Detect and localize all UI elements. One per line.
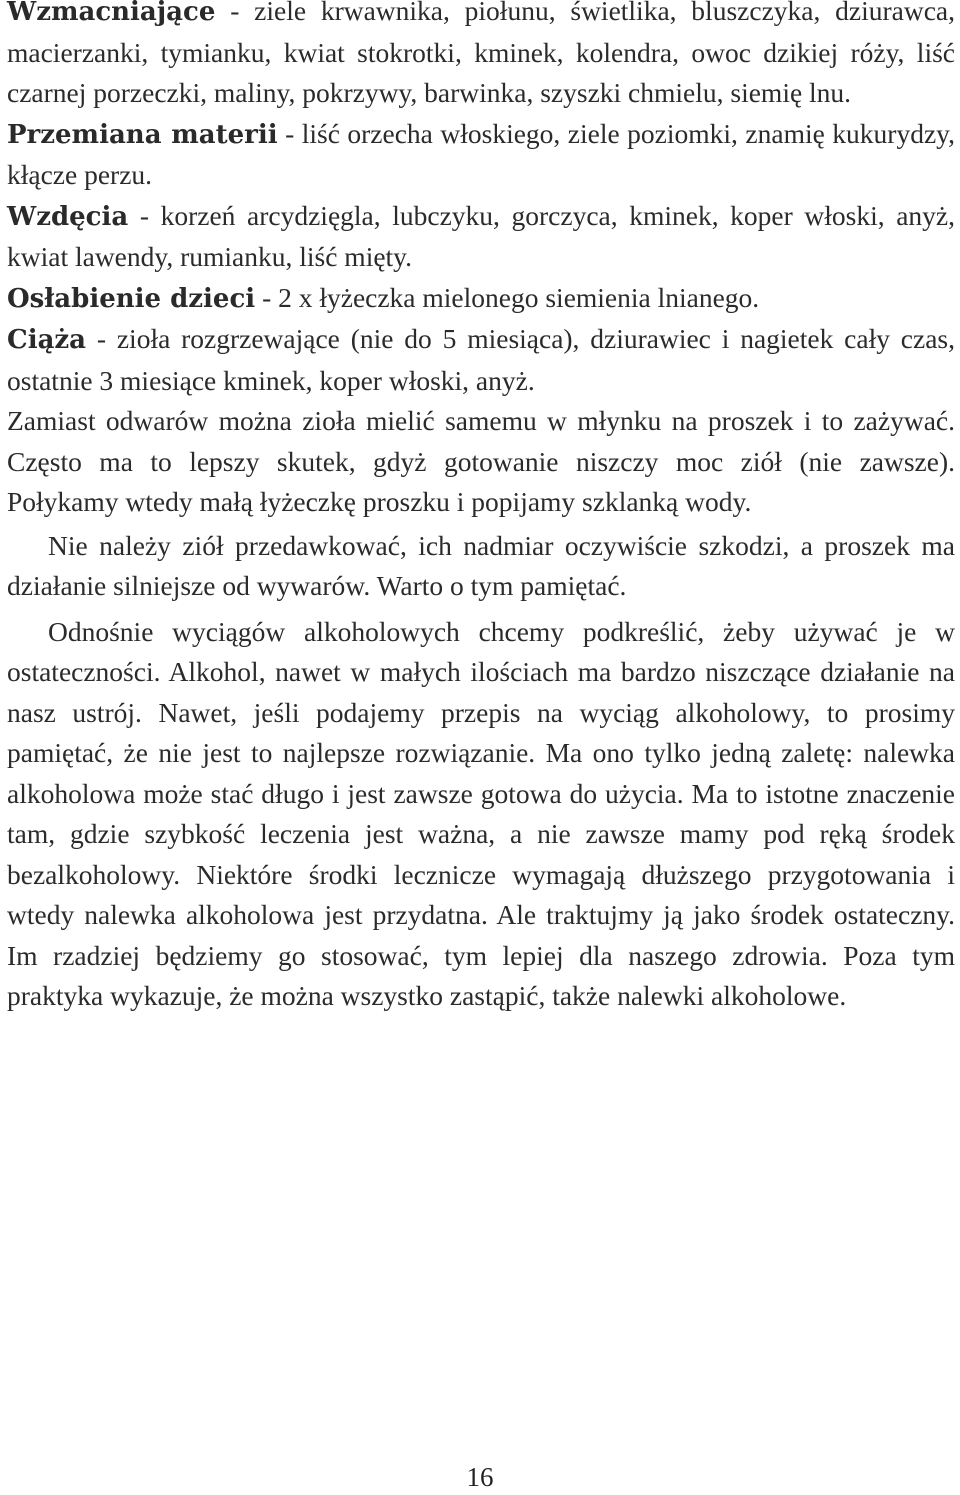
entry-term: Ciąża xyxy=(7,325,87,355)
herb-entry-bloating xyxy=(7,196,955,278)
entry-term: Osłabienie dzieci xyxy=(7,283,256,314)
paragraph-alcohol-extracts: Odnośnie wyciągów alkoholowych chcemy podkreślić, żeby używać je w ostateczności. Alkohol, nawet w małych ilościach ma bardzo niszczące działanie na nasz ustrój. Nawet, jeśli podajemy przepis na wyciąg alkoholowy, to prosimy pamiętać, że nie jest to najlepsze rozwiązanie. Ma ono tylko jedną zaletę: nalewka alkoholowa może stać długo i jest zawsze gotowa do użycia. Ma to istotne znaczenie tam, gdzie szybkość leczenia jest ważna, a nie zawsze mamy pod ręką środek bezalkoholowy. Niektóre środki lecznicze wymagają dłuższego przygotowania i wtedy nalewka alkoholowa jest przydatna. Ale traktujmy ją jako środek ostateczny. Im rzadziej będziemy go stosować, tym lepiej dla naszego zdrowia. Poza tym praktyka wykazuje, że można wszystko zastąpić, także nalewki alkoholowe. xyxy=(7,615,955,1011)
herb-entry-pregnancy xyxy=(7,319,955,401)
entry-definition: - 2 x łyżeczka mielonego siemienia lnianego. xyxy=(255,281,760,313)
entry-definition: - liść orzecha włoskiego, ziele poziomki, znamię kukurydzy, kłącze perzu. xyxy=(7,117,955,190)
entry-definition: - korzeń arcydzięgla, lubczyku, gorczyca, kminek, koper włoski, anyż, kwiat lawendy, rumianku, liść mięty. xyxy=(7,199,955,272)
document-page xyxy=(7,0,955,1017)
page-number: 16 xyxy=(466,1462,494,1492)
paragraph-overdose-warning: Nie należy ziół przedawkować, ich nadmiar oczywiście szkodzi, a proszek ma działanie silniejsze od wywarów. Warto o tym pamiętać. xyxy=(7,529,955,601)
herb-entry-weak-children xyxy=(7,278,955,320)
entry-term: Wzmacniające xyxy=(7,0,216,27)
paragraph-grinding-herbs: Zamiast odwarów można zioła mielić samemu w młynku na proszek i to zażywać. Często ma to lepszy skutek, gdyż gotowanie niszczy moc ziół (nie zawsze). Połykamy wtedy małą łyżeczkę proszku i popijamy szklanką wody. xyxy=(7,405,955,517)
herb-entry-strengthening xyxy=(7,0,955,114)
entry-definition: - zioła rozgrzewające (nie do 5 miesiąca), dziurawiec i nagietek cały czas, ostatnie 3 miesiące kminek, koper włoski, anyż. xyxy=(7,323,955,396)
entry-term: Wzdęcia xyxy=(7,201,129,232)
entry-definition: - ziele krwawnika, piołunu, świetlika, bluszczyka, dziurawca, macierzanki, tymianku, kwiat stokrotki, kminek, kolendra, owoc dzikiej róży, liść czarnej porzeczki, maliny, pokrzywy, barwinka, szyszki chmielu, siemię lnu. xyxy=(7,0,955,108)
entry-term: Przemiana materii xyxy=(7,119,278,150)
herb-entry-metabolism xyxy=(7,114,955,196)
